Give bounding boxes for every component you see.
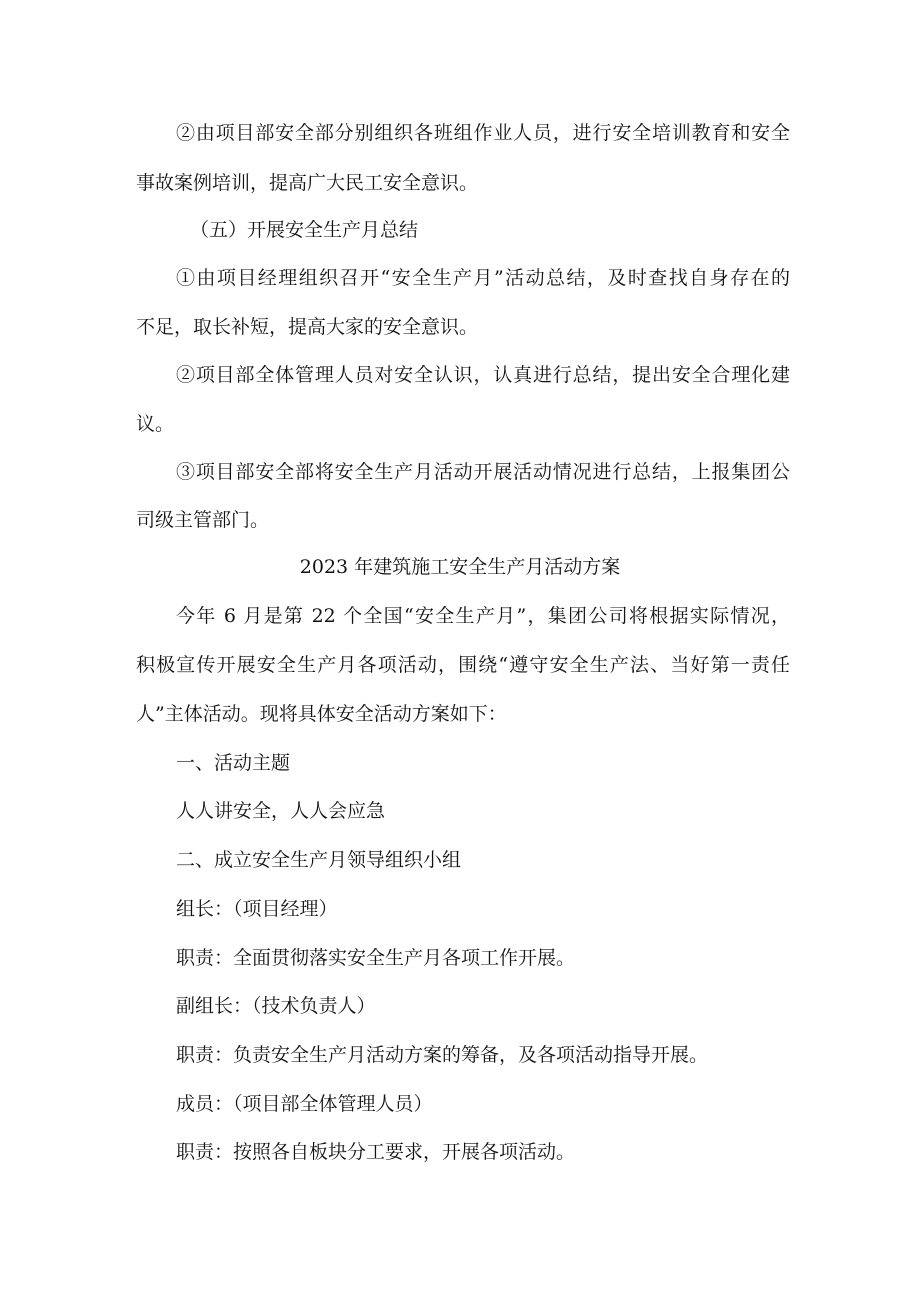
paragraph-line: 人人讲安全，人人会应急 bbox=[176, 800, 386, 822]
section-heading: 二、成立安全生产月领导组织小组 bbox=[176, 849, 462, 871]
paragraph-line: ①由项目经理组织召开“安全生产月”活动总结，及时查找自身存在的 bbox=[176, 267, 790, 289]
paragraph-line: 副组长：（技术负责人） bbox=[176, 995, 376, 1017]
paragraph-line: 事故案例培训，提高广大民工安全意识。 bbox=[136, 172, 479, 194]
paragraph-line: 成员：（项目部全体管理人员） bbox=[176, 1093, 433, 1115]
paragraph-line: 议。 bbox=[136, 413, 175, 435]
document-title: 2023 年建筑施工安全生产月活动方案 bbox=[299, 556, 621, 578]
paragraph-line: 司级主管部门。 bbox=[136, 509, 270, 531]
section-heading: （五）开展安全生产月总结 bbox=[190, 219, 419, 241]
paragraph-line: ②项目部全体管理人员对安全认识，认真进行总结，提出安全合理化建 bbox=[176, 364, 790, 386]
paragraph-line: 人”主体活动。现将具体安全活动方案如下： bbox=[136, 703, 507, 725]
paragraph-line: 职责：全面贯彻落实安全生产月各项工作开展。 bbox=[176, 947, 576, 969]
paragraph-line: 不足，取长补短，提高大家的安全意识。 bbox=[136, 316, 479, 338]
paragraph-line: 今年 6 月是第 22 个全国“安全生产月”，集团公司将根据实际情况， bbox=[176, 605, 790, 627]
paragraph-line: ②由项目部安全部分别组织各班组作业人员，进行安全培训教育和安全 bbox=[176, 122, 790, 144]
paragraph-line: 职责：按照各自板块分工要求，开展各项活动。 bbox=[176, 1141, 576, 1163]
paragraph-line: ③项目部安全部将安全生产月活动开展活动情况进行总结，上报集团公 bbox=[176, 461, 790, 483]
paragraph-line: 积极宣传开展安全生产月各项活动，围绕“遵守安全生产法、当好第一责任 bbox=[136, 654, 790, 676]
paragraph-line: 组长：（项目经理） bbox=[176, 898, 338, 920]
paragraph-line: 职责：负责安全生产月活动方案的筹备，及各项活动指导开展。 bbox=[176, 1044, 709, 1066]
section-heading: 一、活动主题 bbox=[176, 752, 291, 774]
